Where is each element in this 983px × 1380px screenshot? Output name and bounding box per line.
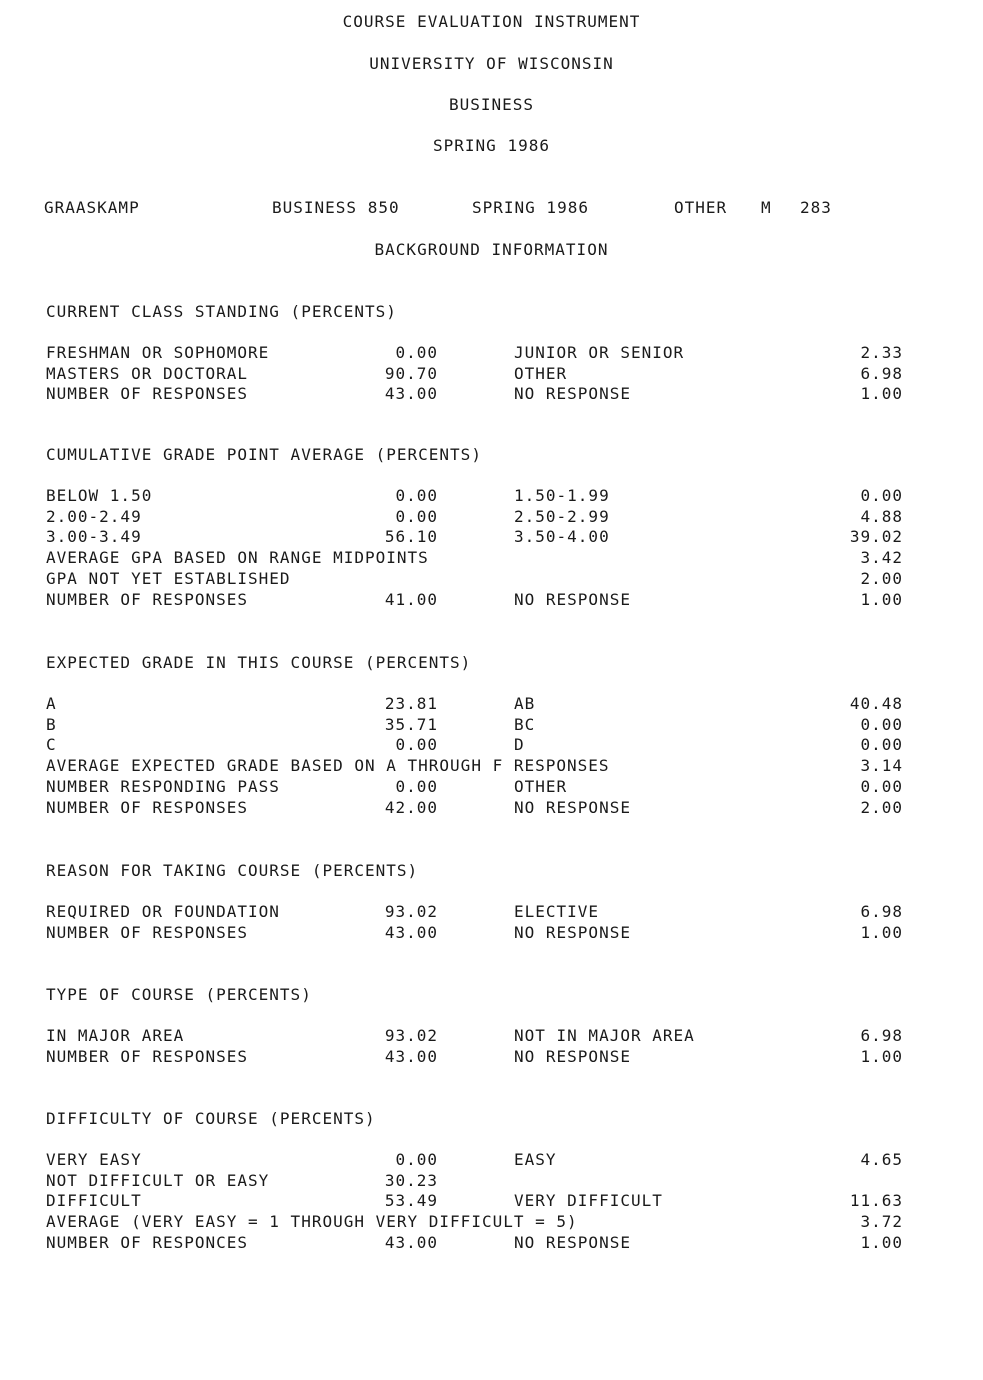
row-label: REQUIRED OR FOUNDATION <box>46 902 280 921</box>
row-label: AVERAGE (VERY EASY = 1 THROUGH VERY DIFFICULT = 5) <box>46 1212 578 1232</box>
row-value: 43.00 <box>384 1046 438 1066</box>
instructor-name: GRAASKAMP <box>44 198 140 217</box>
row-value: 23.81 <box>384 694 438 713</box>
table-row <box>0 798 983 818</box>
row-label: BELOW 1.50 <box>46 486 153 505</box>
row-label: NUMBER OF RESPONSES <box>46 797 249 817</box>
row-label-secondary: NO RESPONSE <box>514 922 631 942</box>
row-value-secondary: 0.00 <box>860 776 903 796</box>
row-label-secondary: BC <box>514 714 536 734</box>
row-value-secondary: 2.33 <box>860 343 903 362</box>
table-row <box>0 486 983 506</box>
course-category: OTHER <box>674 198 728 217</box>
row-value: 0.00 <box>395 735 438 755</box>
row-value: 93.02 <box>384 902 438 921</box>
row-label: B <box>46 714 57 734</box>
row-value: 41.00 <box>384 589 438 609</box>
row-value-secondary: 0.00 <box>860 714 903 734</box>
table-row <box>0 1150 983 1170</box>
row-value-secondary: 11.63 <box>849 1191 903 1211</box>
course-name: BUSINESS 850 <box>272 198 400 217</box>
row-label-secondary: 1.50-1.99 <box>514 486 610 505</box>
table-row <box>0 923 983 943</box>
report-title: COURSE EVALUATION INSTRUMENT <box>342 12 641 31</box>
table-row <box>0 756 983 776</box>
row-label-secondary: AB <box>514 694 536 713</box>
row-label: NUMBER RESPONDING PASS <box>46 776 280 796</box>
row-label: C <box>46 735 57 755</box>
row-value-secondary: 4.88 <box>860 506 903 526</box>
row-value: 56.10 <box>384 527 438 547</box>
row-value: 43.00 <box>384 922 438 942</box>
row-value-secondary: 6.98 <box>860 902 903 921</box>
row-value: 42.00 <box>384 797 438 817</box>
row-label-secondary: EASY <box>514 1150 557 1169</box>
row-value: 53.49 <box>384 1191 438 1211</box>
row-label-secondary: ELECTIVE <box>514 902 600 921</box>
section-title: EXPECTED GRADE IN THIS COURSE (PERCENTS) <box>46 653 472 672</box>
table-row <box>0 1191 983 1211</box>
row-label: DIFFICULT <box>46 1191 142 1211</box>
section-title: CUMULATIVE GRADE POINT AVERAGE (PERCENTS) <box>46 445 482 464</box>
row-label: AVERAGE EXPECTED GRADE BASED ON A THROUGH F RESPONSES <box>46 756 610 776</box>
table-row <box>0 527 983 547</box>
row-value-secondary: 3.14 <box>860 756 903 776</box>
row-value-secondary: 4.65 <box>860 1150 903 1169</box>
row-label: 2.00-2.49 <box>46 506 142 526</box>
table-row <box>0 548 983 568</box>
row-label-secondary: NO RESPONSE <box>514 589 631 609</box>
row-label-secondary: NOT IN MAJOR AREA <box>514 1026 695 1045</box>
row-value-secondary: 1.00 <box>860 1232 903 1252</box>
row-value-secondary: 1.00 <box>860 589 903 609</box>
row-value: 43.00 <box>384 1232 438 1252</box>
row-label-secondary: VERY DIFFICULT <box>514 1191 663 1211</box>
row-label: GPA NOT YET ESTABLISHED <box>46 568 291 588</box>
row-value: 0.00 <box>395 506 438 526</box>
row-value-secondary: 0.00 <box>860 735 903 755</box>
row-label: 3.00-3.49 <box>46 527 142 547</box>
row-value: 35.71 <box>384 714 438 734</box>
row-value: 0.00 <box>395 1150 438 1169</box>
row-label: NUMBER OF RESPONSES <box>46 384 249 404</box>
row-value: 93.02 <box>384 1026 438 1045</box>
table-row <box>0 590 983 610</box>
table-row <box>0 715 983 735</box>
row-value-secondary: 1.00 <box>860 384 903 404</box>
table-row <box>0 1047 983 1067</box>
row-value: 30.23 <box>384 1170 438 1190</box>
row-label-secondary: NO RESPONSE <box>514 797 631 817</box>
row-value-secondary: 2.00 <box>860 568 903 588</box>
section-title: REASON FOR TAKING COURSE (PERCENTS) <box>46 861 419 880</box>
row-value: 90.70 <box>384 363 438 383</box>
row-value-secondary: 1.00 <box>860 922 903 942</box>
table-row <box>0 507 983 527</box>
table-row <box>0 343 983 363</box>
course-number: 283 <box>800 198 832 217</box>
row-value-secondary: 40.48 <box>849 694 903 713</box>
row-label: MASTERS OR DOCTORAL <box>46 363 249 383</box>
row-label: NUMBER OF RESPONCES <box>46 1232 249 1252</box>
row-label-secondary: OTHER <box>514 776 568 796</box>
row-value-secondary: 1.00 <box>860 1046 903 1066</box>
course-term: SPRING 1986 <box>472 198 589 217</box>
term-heading: SPRING 1986 <box>433 136 550 155</box>
table-row <box>0 1233 983 1253</box>
row-label-secondary: JUNIOR OR SENIOR <box>514 343 685 362</box>
row-label: NUMBER OF RESPONSES <box>46 589 249 609</box>
table-row <box>0 735 983 755</box>
section-title: DIFFICULTY OF COURSE (PERCENTS) <box>46 1109 376 1128</box>
row-label-secondary: NO RESPONSE <box>514 1232 631 1252</box>
section-subtitle: BACKGROUND INFORMATION <box>374 240 609 259</box>
row-value-secondary: 3.72 <box>860 1212 903 1232</box>
course-code: M <box>761 198 772 217</box>
row-label: NUMBER OF RESPONSES <box>46 922 249 942</box>
table-row <box>0 569 983 589</box>
row-label: NOT DIFFICULT OR EASY <box>46 1170 270 1190</box>
row-label: NUMBER OF RESPONSES <box>46 1046 249 1066</box>
row-value: 0.00 <box>395 486 438 505</box>
row-label: VERY EASY <box>46 1150 142 1169</box>
row-value-secondary: 0.00 <box>860 486 903 505</box>
row-value-secondary: 3.42 <box>860 548 903 568</box>
row-label-secondary: 2.50-2.99 <box>514 506 610 526</box>
school-name: BUSINESS <box>448 95 535 114</box>
row-label-secondary: NO RESPONSE <box>514 1046 631 1066</box>
row-label: FRESHMAN OR SOPHOMORE <box>46 343 270 362</box>
section-title: CURRENT CLASS STANDING (PERCENTS) <box>46 302 397 321</box>
table-row <box>0 777 983 797</box>
university-name: UNIVERSITY OF WISCONSIN <box>369 54 614 73</box>
table-row <box>0 384 983 404</box>
table-row <box>0 1212 983 1232</box>
row-value: 0.00 <box>395 343 438 362</box>
row-label-secondary: 3.50-4.00 <box>514 527 610 547</box>
row-label-secondary: NO RESPONSE <box>514 384 631 404</box>
row-value-secondary: 39.02 <box>849 527 903 547</box>
table-row <box>0 1171 983 1191</box>
table-row <box>0 364 983 384</box>
row-label: A <box>46 694 57 713</box>
table-row <box>0 1026 983 1046</box>
row-value-secondary: 6.98 <box>860 1026 903 1045</box>
row-value-secondary: 2.00 <box>860 797 903 817</box>
row-label: IN MAJOR AREA <box>46 1026 185 1045</box>
row-value-secondary: 6.98 <box>860 363 903 383</box>
row-label-secondary: D <box>514 735 525 755</box>
row-value: 43.00 <box>384 384 438 404</box>
row-label: AVERAGE GPA BASED ON RANGE MIDPOINTS <box>46 548 429 568</box>
row-value: 0.00 <box>395 776 438 796</box>
table-row <box>0 902 983 922</box>
table-row <box>0 694 983 714</box>
section-title: TYPE OF COURSE (PERCENTS) <box>46 985 312 1004</box>
row-label-secondary: OTHER <box>514 363 568 383</box>
